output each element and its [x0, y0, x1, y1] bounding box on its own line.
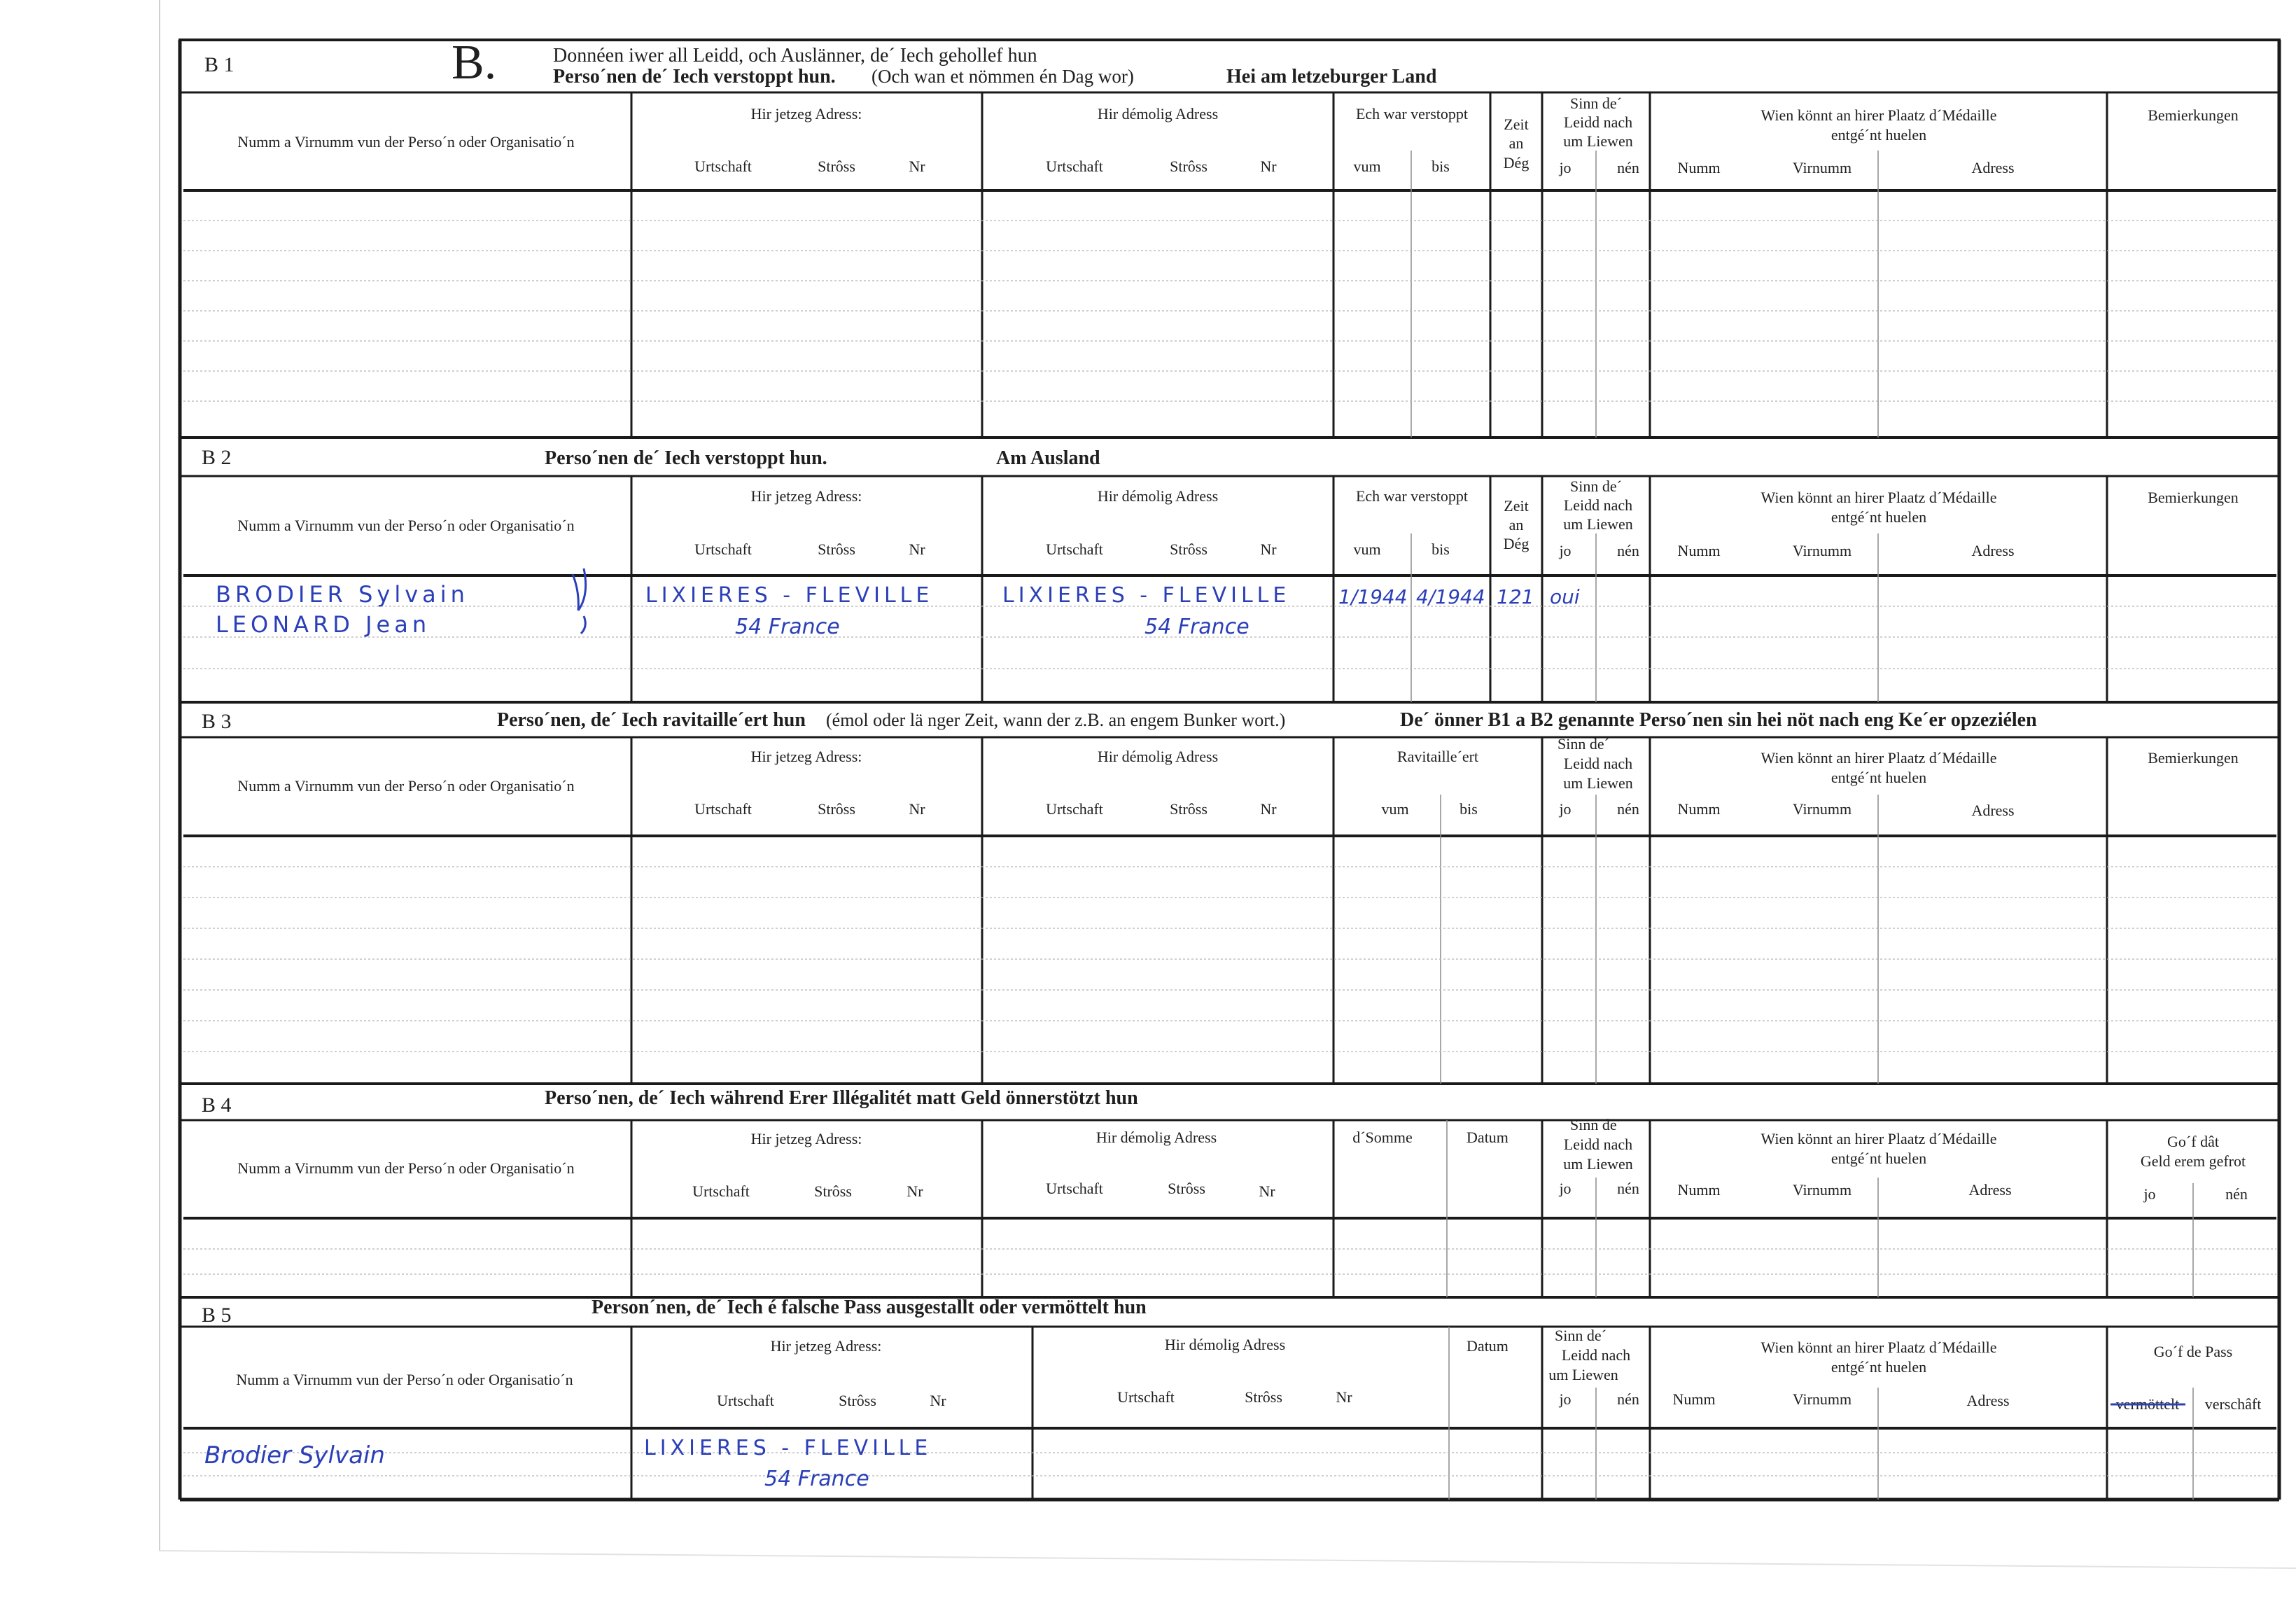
header-no: nén [1617, 1180, 1639, 1197]
section-b5-title: Person´nen, de´ Iech é falsche Pass ausgestallt oder vermöttelt hun [592, 1297, 1147, 1318]
header-alive: um Liewen [1563, 132, 1633, 150]
hand-alive: oui [1550, 585, 1580, 608]
header-no: nén [1617, 159, 1639, 176]
header-alive: Leidd nach [1563, 755, 1633, 772]
hand-current-region: 54 France [764, 1467, 869, 1491]
header-street: Strôss [839, 1392, 876, 1409]
header-name: Numm a Virnumm vun der Perso´n oder Organisatio´n [237, 1159, 575, 1177]
header-former-address: Hir démolig Adress [1097, 748, 1219, 765]
header-current-address: Hir jetzeg Adress: [750, 748, 862, 765]
header-money: Geld erem gefrot [2140, 1152, 2246, 1170]
header-alive: Leidd nach [1561, 1346, 1631, 1364]
header-from: vum [1381, 800, 1409, 818]
header-current-address: Hir jetzeg Adress: [750, 105, 862, 123]
header-alive: um Liewen [1548, 1366, 1618, 1383]
header-street: Strôss [1170, 800, 1208, 818]
header-street: Strôss [1170, 158, 1208, 175]
header-medal: Wien könnt an hirer Plaatz d´Médaille [1760, 1130, 1997, 1147]
header-med-address: Adress [1971, 802, 2015, 819]
header-former-address: Hir démolig Adress [1097, 487, 1219, 505]
header-date: Datum [1466, 1129, 1508, 1146]
section-b3-extra: De´ önner B1 a B2 genannte Perso´nen sin hei nöt nach eng Ke´er opzeziélen [1400, 709, 2037, 731]
header-nr: Nr [930, 1392, 946, 1409]
header-amount: d´Somme [1352, 1129, 1413, 1146]
header-remarks: Bemierkungen [2148, 106, 2239, 124]
header-town: Urtschaft [1046, 158, 1103, 175]
hand-to: 4/1944 [1416, 585, 1485, 608]
header-med-firstname: Virnumm [1792, 1181, 1852, 1199]
header-yes: jo [1559, 800, 1572, 818]
header-street: Strôss [1170, 540, 1208, 558]
header-pass-made: verschâft [2204, 1395, 2262, 1413]
header-town: Urtschaft [1046, 1180, 1103, 1197]
header-days: an [1508, 516, 1524, 533]
header-current-address: Hir jetzeg Adress: [750, 487, 862, 505]
header-town: Urtschaft [1046, 800, 1103, 818]
section-code-b2: B 2 [202, 446, 232, 469]
header-alive: Leidd nach [1563, 113, 1633, 131]
header-to: bis [1432, 158, 1450, 175]
header-town: Urtschaft [1117, 1388, 1175, 1406]
header-street: Strôss [1168, 1180, 1205, 1197]
header-former-address: Hir démolig Adress [1164, 1336, 1286, 1353]
header-alive: um Liewen [1563, 774, 1633, 792]
hand-current-region: 54 France [735, 615, 840, 639]
header-medal: Wien könnt an hirer Plaatz d´Médaille [1760, 749, 1997, 767]
header-days: Dég [1503, 535, 1530, 552]
header-medal: entgé´nt huelen [1830, 1358, 1927, 1376]
header-supplied: Ravitaille´ert [1396, 748, 1479, 765]
header-town: Urtschaft [694, 540, 752, 558]
header-nr: Nr [1259, 1182, 1275, 1200]
header-medal: entgé´nt huelen [1830, 126, 1927, 144]
header-name: Numm a Virnumm vun der Perso´n oder Organisatio´n [237, 133, 575, 151]
header-remarks: Bemierkungen [2148, 489, 2239, 506]
header-no: nén [2225, 1185, 2248, 1203]
header-remarks: Bemierkungen [2148, 749, 2239, 767]
hand-from: 1/1944 [1338, 585, 1408, 608]
header-street: Strôss [1245, 1388, 1282, 1406]
header-nr: Nr [909, 158, 925, 175]
section-code-b3: B 3 [202, 710, 232, 733]
header-alive: Sinn de´ [1555, 1327, 1606, 1344]
header-street: Strôss [818, 158, 855, 175]
header-med-name: Numm [1677, 800, 1721, 818]
header-name: Numm a Virnumm vun der Perso´n oder Organisatio´n [237, 777, 575, 795]
section-b3 [180, 709, 2279, 1084]
header-med-firstname: Virnumm [1792, 542, 1852, 559]
header-medal: entgé´nt huelen [1830, 508, 1927, 526]
section-b4-title: Perso´nen, de´ Iech während Erer Illégalitét matt Geld önnerstötzt hun [545, 1087, 1138, 1109]
header-alive: Sinn de´ [1570, 95, 1622, 112]
section-b1 [180, 36, 2279, 438]
header-alive: um Liewen [1563, 1155, 1633, 1173]
header-alive: Leidd nach [1563, 1136, 1633, 1153]
header-yes: jo [2143, 1185, 2156, 1203]
header-from: vum [1353, 540, 1381, 558]
header-med-name: Numm [1677, 1181, 1721, 1199]
section-b3-title: Perso´nen, de´ Iech ravitaille´ert hun [497, 709, 806, 731]
header-town: Urtschaft [694, 158, 752, 175]
header-no: nén [1617, 800, 1639, 818]
section-b1-title-2: Perso´nen de´ Iech verstoppt hun. [553, 66, 836, 88]
header-money: Go´f dât [2167, 1133, 2219, 1150]
header-street: Strôss [818, 540, 855, 558]
header-nr: Nr [1336, 1388, 1352, 1406]
header-town: Urtschaft [1046, 540, 1103, 558]
section-b2 [180, 446, 2279, 702]
header-town: Urtschaft [717, 1392, 774, 1409]
header-med-firstname: Virnumm [1792, 1390, 1852, 1408]
hand-name-1: BRODIER Sylvain [216, 581, 469, 608]
header-to: bis [1432, 540, 1450, 558]
section-b3-note: (émol oder lä nger Zeit, wann der z.B. an engem Bunker wort.) [826, 710, 1286, 730]
header-med-address: Adress [1971, 159, 2015, 176]
header-alive: um Liewen [1563, 515, 1633, 533]
header-hidden: Ech war verstoppt [1355, 487, 1469, 505]
header-no: nén [1617, 542, 1639, 559]
header-alive: Sinn de´ [1570, 1116, 1622, 1133]
header-medal: Wien könnt an hirer Plaatz d´Médaille [1760, 106, 1997, 124]
header-med-name: Numm [1677, 159, 1721, 176]
header-nr: Nr [909, 540, 925, 558]
check-mark-icon [573, 568, 586, 634]
header-name: Numm a Virnumm vun der Perso´n oder Organisatio´n [237, 517, 575, 534]
header-no: nén [1617, 1390, 1639, 1408]
header-yes: jo [1559, 159, 1572, 176]
header-days: an [1508, 134, 1524, 152]
section-b1-title-1: Donnéen iwer all Leidd, och Auslänner, de´ Iech gehollef hun [553, 45, 1037, 67]
header-med-address: Adress [1966, 1392, 2010, 1409]
section-b1-note: (Och wan et nömmen én Dag wor) [872, 66, 1134, 87]
header-current-address: Hir jetzeg Adress: [750, 1130, 862, 1147]
header-to: bis [1460, 800, 1478, 818]
hand-name: Brodier Sylvain [204, 1441, 385, 1469]
header-med-firstname: Virnumm [1792, 800, 1852, 818]
header-yes: jo [1559, 1180, 1572, 1197]
header-town: Urtschaft [692, 1182, 750, 1200]
header-med-address: Adress [1968, 1181, 2012, 1199]
header-former-address: Hir démolig Adress [1096, 1129, 1217, 1146]
section-b1-region: Hei am letzeburger Land [1226, 66, 1437, 88]
header-nr: Nr [1260, 540, 1277, 558]
header-nr: Nr [1260, 158, 1277, 175]
header-med-name: Numm [1672, 1390, 1716, 1408]
b5-entry [204, 1436, 932, 1491]
hand-days: 121 [1497, 585, 1534, 608]
header-alive: Sinn de´ [1558, 735, 1609, 753]
header-name: Numm a Virnumm vun der Perso´n oder Organisatio´n [236, 1371, 573, 1388]
header-town: Urtschaft [694, 800, 752, 818]
hand-current-town: LIXIERES - FLEVILLE [644, 1436, 932, 1460]
section-code-b4: B 4 [202, 1094, 232, 1117]
header-days: Zeit [1504, 116, 1529, 133]
header-nr: Nr [909, 800, 925, 818]
hand-current-town: LIXIERES - FLEVILLE [645, 583, 934, 608]
section-b2-title: Perso´nen de´ Iech verstoppt hun. [545, 447, 827, 469]
header-days: Zeit [1504, 497, 1529, 515]
header-pass-mediated: vermöttelt [2115, 1395, 2180, 1413]
header-pass: Go´f de Pass [2153, 1343, 2233, 1360]
header-date: Datum [1466, 1337, 1508, 1355]
header-current-address: Hir jetzeg Adress: [770, 1337, 882, 1355]
header-alive: Leidd nach [1563, 496, 1633, 514]
header-yes: jo [1559, 542, 1572, 559]
b2-entry [216, 568, 1580, 639]
section-b4 [180, 1087, 2279, 1297]
header-medal: entgé´nt huelen [1830, 1150, 1927, 1167]
header-med-address: Adress [1971, 542, 2015, 559]
hand-former-region: 54 France [1144, 615, 1250, 639]
header-days: Dég [1503, 154, 1530, 172]
header-hidden: Ech war verstoppt [1355, 105, 1469, 123]
section-code-b1: B 1 [204, 53, 234, 76]
header-street: Strôss [814, 1182, 852, 1200]
header-former-address: Hir démolig Adress [1097, 105, 1219, 123]
header-yes: jo [1559, 1390, 1572, 1408]
header-med-firstname: Virnumm [1792, 159, 1852, 176]
header-med-name: Numm [1677, 542, 1721, 559]
header-from: vum [1353, 158, 1381, 175]
section-b2-region: Am Ausland [996, 447, 1100, 469]
header-nr: Nr [1260, 800, 1277, 818]
header-medal: Wien könnt an hirer Plaatz d´Médaille [1760, 489, 1997, 506]
hand-name-2: LEONARD Jean [216, 611, 431, 638]
section-b5 [180, 40, 2279, 1500]
form-letter: B. [451, 36, 497, 90]
header-alive: Sinn de´ [1570, 477, 1622, 495]
header-nr: Nr [906, 1182, 923, 1200]
header-street: Strôss [818, 800, 855, 818]
section-code-b5: B 5 [202, 1304, 232, 1327]
header-medal: entgé´nt huelen [1830, 769, 1927, 786]
header-medal: Wien könnt an hirer Plaatz d´Médaille [1760, 1339, 1997, 1356]
hand-former-town: LIXIERES - FLEVILLE [1002, 583, 1291, 608]
